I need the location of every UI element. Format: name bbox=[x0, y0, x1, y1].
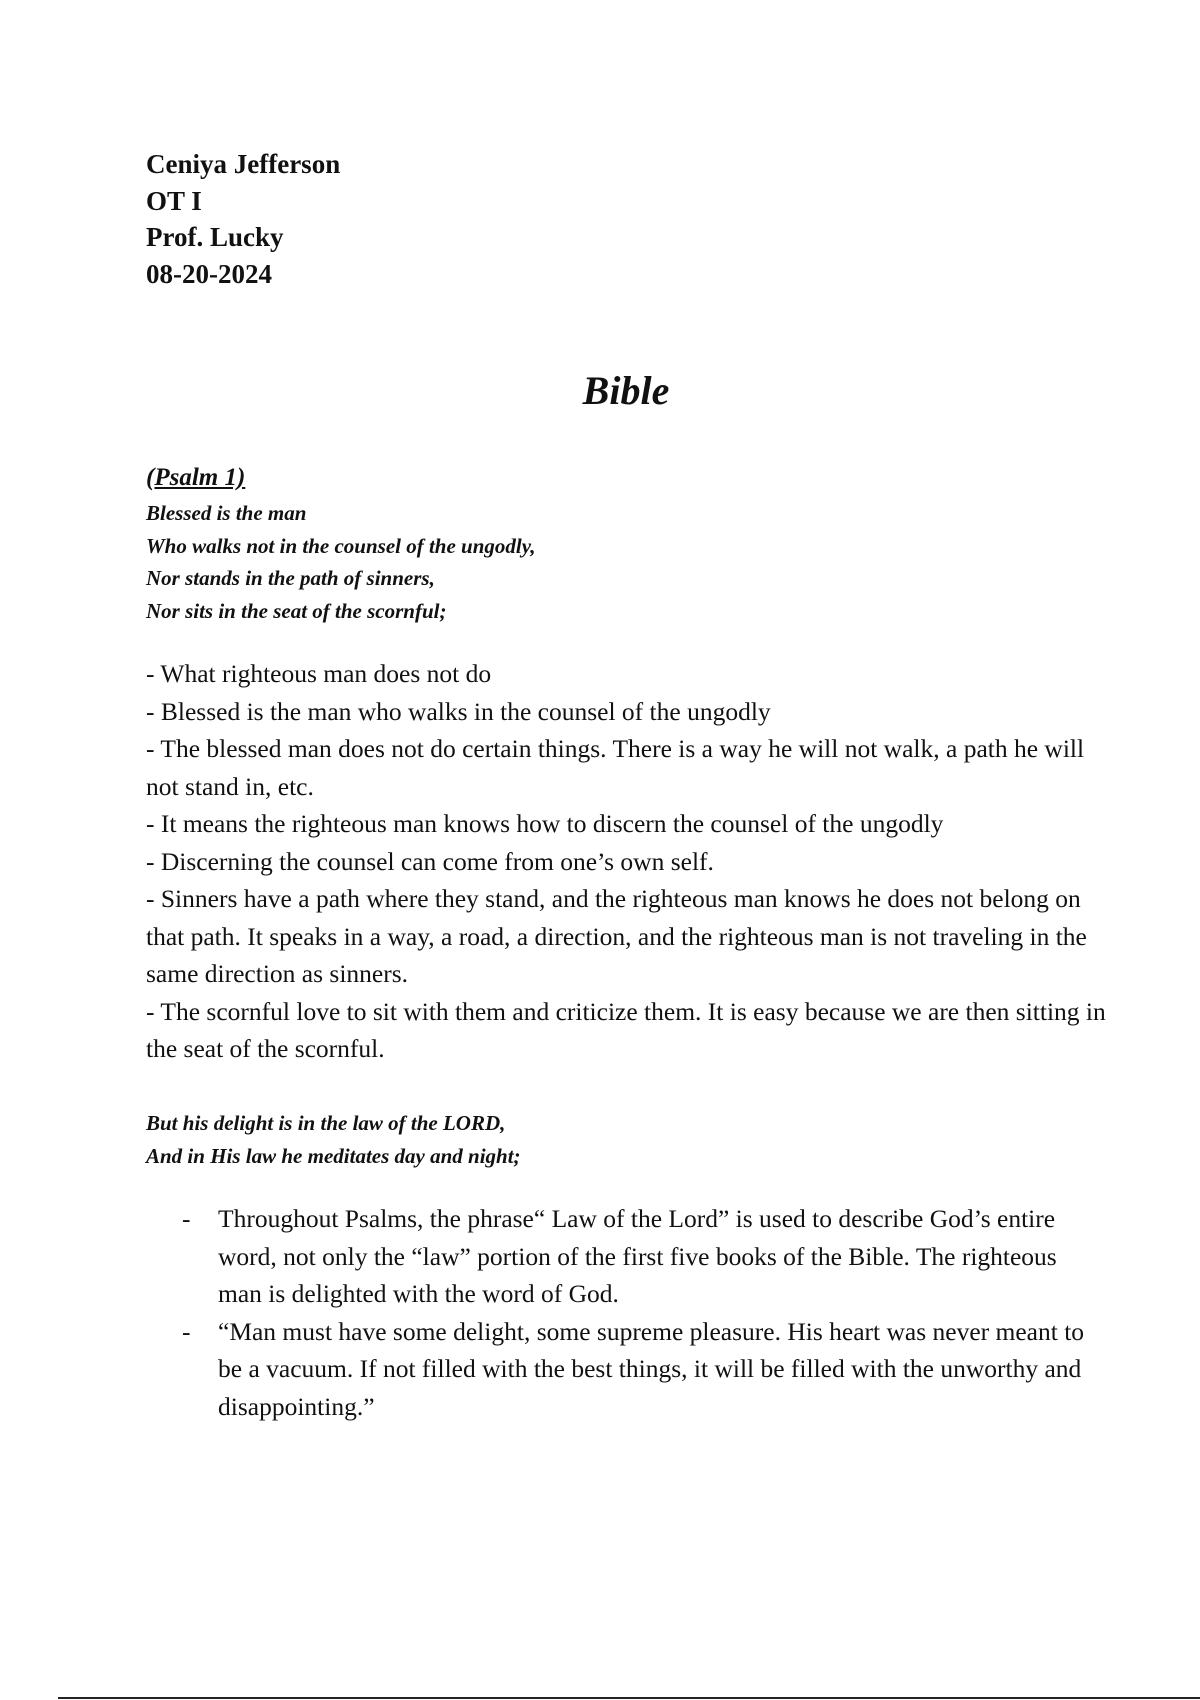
bullet-marker: - bbox=[182, 1316, 191, 1346]
verse-block-1 bbox=[146, 497, 536, 627]
note-line: - The scornful love to sit with them and criticize them. It is easy because we are then sitting in the seat of the scornful. bbox=[146, 996, 1106, 1063]
bullet-list bbox=[146, 1200, 1106, 1425]
notes-block bbox=[146, 655, 1106, 1068]
note-line: - The blessed man does not do certain things. There is a way he will not walk, a path he will not stand in, etc. bbox=[146, 734, 1085, 801]
psalm-reference: (Psalm 1) bbox=[146, 464, 246, 491]
list-item-text: “Man must have some delight, some supreme pleasure. His heart was never meant to be a vacuum. If not filled with the best things, it will be filled with the unworthy and disappointing.” bbox=[218, 1316, 1085, 1421]
verse-line: And in His law he meditates day and night; bbox=[146, 1143, 521, 1168]
header-block bbox=[146, 146, 340, 292]
course-name: OT I bbox=[146, 185, 202, 216]
verse-line: Nor sits in the seat of the scornful; bbox=[146, 598, 447, 623]
note-line: - What righteous man does not do bbox=[146, 659, 492, 688]
verse-line: Nor stands in the path of sinners, bbox=[146, 566, 435, 590]
list-item bbox=[146, 1313, 1106, 1426]
page-title: Bible bbox=[582, 368, 670, 413]
note-line: - Blessed is the man who walks in the counsel of the ungodly bbox=[146, 696, 771, 726]
verse-line: But his delight is in the law of the LORD, bbox=[146, 1111, 506, 1135]
note-line: - It means the righteous man knows how to discern the counsel of the ungodly bbox=[146, 809, 944, 838]
verse-line: Blessed is the man bbox=[146, 501, 307, 525]
list-item-text: Throughout Psalms, the phrase“ Law of the Lord” is used to describe God’s entire word, not only the “law” portion of the first five books of the Bible. The righteous man is delighted with the word of God. bbox=[218, 1204, 1057, 1308]
document-date: 08-20-2024 bbox=[146, 258, 272, 289]
note-line: - Sinners have a path where they stand, and the righteous man knows he does not belong on that path. It speaks in a way, a road, a direction, and the righteous man is not traveling in the same direction as sinners. bbox=[146, 884, 1087, 988]
page-divider bbox=[58, 1697, 1200, 1699]
verse-block-2 bbox=[146, 1107, 521, 1172]
author-name: Ceniya Jefferson bbox=[146, 149, 341, 179]
verse-line: Who walks not in the counsel of the ungodly, bbox=[146, 533, 536, 558]
list-item bbox=[146, 1200, 1106, 1313]
note-line: - Discerning the counsel can come from one’s own self. bbox=[146, 846, 714, 876]
bullet-marker: - bbox=[182, 1204, 191, 1233]
professor-name: Prof. Lucky bbox=[146, 222, 284, 252]
